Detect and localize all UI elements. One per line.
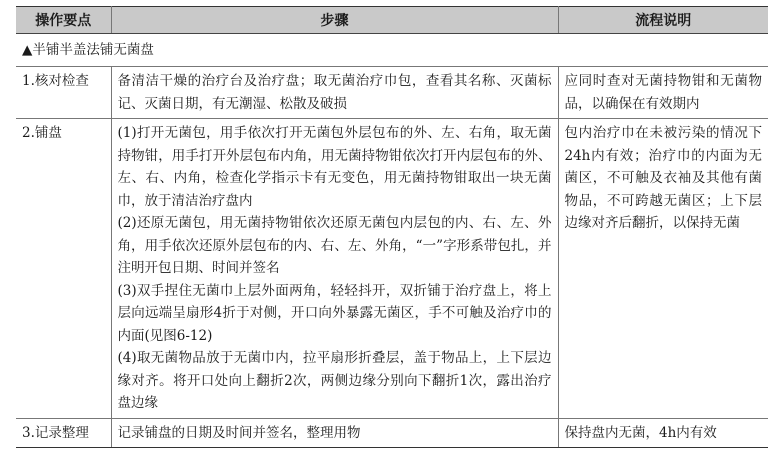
process-note: 保持盘内无菌，4h内有效 xyxy=(558,418,768,448)
procedure-table xyxy=(16,6,768,448)
step-text: 记录铺盘的日期及时间并签名，整理用物 xyxy=(111,418,558,448)
header-operation-point: 操作要点 xyxy=(16,7,111,34)
table-row xyxy=(16,67,768,119)
process-note: 应同时查对无菌持物钳和无菌物品，以确保在有效期内 xyxy=(558,67,768,119)
step-text: (3)双手捏住无菌巾上层外面两角，轻轻抖开，双折铺于治疗盘上，将上层向远端呈扇形4折于对侧，开口向外暴露无菌区，手不可触及治疗巾的内面(见图6-12) xyxy=(117,282,552,344)
step-list xyxy=(111,119,558,419)
header-process-notes: 流程说明 xyxy=(558,7,768,34)
step-text: (4)取无菌物品放于无菌巾内，拉平扇形折叠层，盖于物品上，上下层边缘对齐。将开口处向上翻折2次，两侧边缘分别向下翻折1次，露出治疗盘边缘 xyxy=(117,350,552,411)
operation-point: 2.铺盘 xyxy=(16,119,111,419)
process-note: 包内治疗巾在未被污染的情况下24h内有效；治疗巾的内面为无菌区，不可触及衣袖及其他有菌物品，不可跨越无菌区；上下层边缘对齐后翻折，以保持无菌 xyxy=(558,119,768,419)
table-header-row xyxy=(16,7,768,34)
table-row xyxy=(16,119,768,419)
table-row xyxy=(16,418,768,448)
step-text: 备清洁干燥的治疗台及治疗盘；取无菌治疗巾包，查看其名称、灭菌标记、灭菌日期，有无潮湿、松散及破损 xyxy=(111,67,558,119)
step-text: (1)打开无菌包，用手依次打开无菌包外层包布的外、左、右角，取无菌持物钳，用手打开外层包布内角，用无菌持物钳依次打开内层包布的外、左、右、内角，检查化学指示卡有无变色，用无菌持物钳取出一块无菌巾，放于清洁治疗盘内 xyxy=(117,125,552,209)
section-title: ▲半铺半盖法铺无菌盘 xyxy=(16,34,768,67)
section-row xyxy=(16,34,768,67)
operation-point: 1.核对检查 xyxy=(16,67,111,119)
step-text: (2)还原无菌包，用无菌持物钳依次还原无菌包内层包的内、右、左、外角，用手依次还原外层包布的内、右、左、外角，“一”字形系带包扎，并注明开包日期、时间并签名 xyxy=(117,215,552,276)
header-steps: 步骤 xyxy=(111,7,558,34)
operation-point: 3.记录整理 xyxy=(16,418,111,448)
